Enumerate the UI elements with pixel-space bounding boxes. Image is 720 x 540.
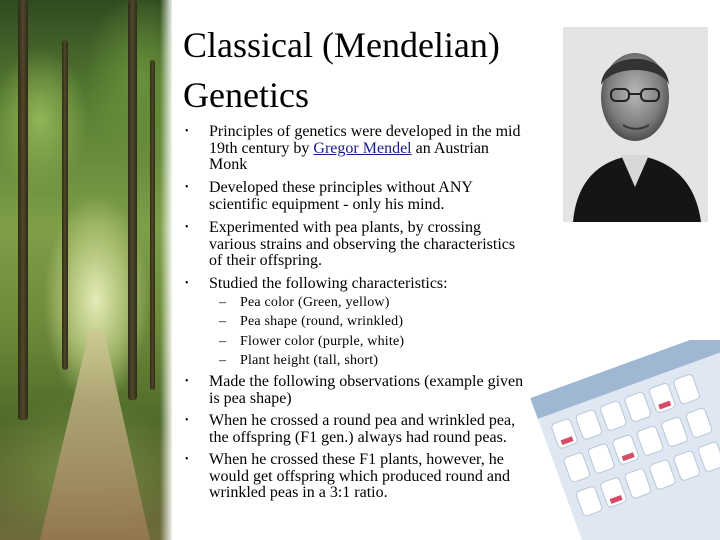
bullet-4: Studied the following characteristics: — [209, 275, 448, 292]
sub-bullet-flower-color: Flower color (purple, white) — [240, 334, 405, 349]
bullet-marker: • — [185, 126, 189, 137]
gregor-mendel-link[interactable]: Gregor Mendel — [313, 139, 412, 157]
sub-bullet-pea-shape: Pea shape (round, wrinkled) — [240, 314, 404, 329]
sub-bullet-plant-height: Plant height (tall, short) — [240, 353, 379, 368]
bullet-1 — [209, 124, 520, 174]
title-line-1: Classical (Mendelian) — [183, 25, 500, 65]
bullet-1-text-before: Principles of genetics were developed in the mid 19th century by — [209, 123, 521, 157]
bullet-marker: • — [185, 415, 189, 426]
bullet-7: When he crossed these F1 plants, however, he would get offspring which produced round and wrinkled peas in a 3:1 ratio. — [209, 451, 510, 501]
bullet-3: Experimented with pea plants, by crossing various strains and observing the characteristics of their offspring. — [209, 219, 516, 269]
sub-bullet-marker: – — [219, 314, 226, 329]
bullet-2: Developed these principles without ANY scientific equipment - only his mind. — [209, 179, 473, 213]
bullet-6: When he crossed a round pea and wrinkled pea, the offspring (F1 gen.) always had round peas. — [209, 412, 516, 446]
sub-bullet-marker: – — [219, 334, 226, 349]
sub-bullet-pea-color: Pea color (Green, yellow) — [240, 295, 390, 310]
bullet-marker: • — [185, 454, 189, 465]
bullet-1-text-after: an Austrian Monk — [209, 139, 489, 173]
bullet-marker: • — [185, 182, 189, 193]
title-line-2: Genetics — [183, 75, 309, 115]
bullet-marker: • — [185, 278, 189, 289]
sub-bullet-marker: – — [219, 295, 226, 310]
sub-bullet-marker: – — [219, 353, 226, 368]
bullet-marker: • — [185, 376, 189, 387]
bullet-marker: • — [185, 222, 189, 233]
bullet-5: Made the following observations (example given is pea shape) — [209, 373, 524, 407]
